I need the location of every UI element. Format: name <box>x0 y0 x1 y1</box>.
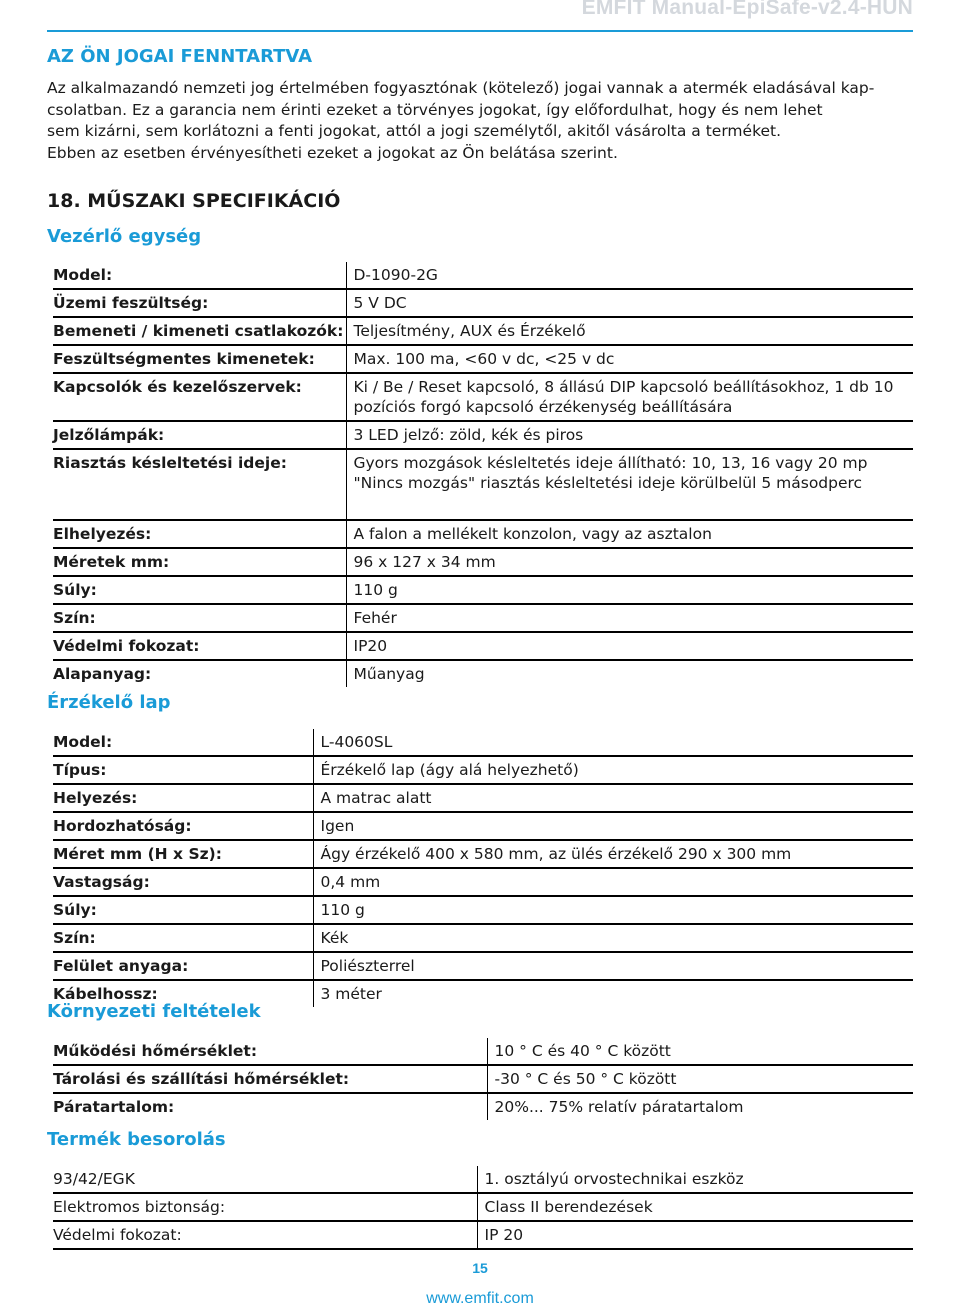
spec-label: Típus: <box>53 756 313 784</box>
spec-row <box>53 896 913 924</box>
spec-label: Szín: <box>53 604 346 632</box>
spec-value: Ágy érzékelő 400 x 580 mm, az ülés érzékelő 290 x 300 mm <box>313 840 913 868</box>
spec-row <box>53 421 913 449</box>
spec-value: 5 V DC <box>346 289 913 317</box>
spec-row <box>53 520 913 548</box>
spec-label: Üzemi feszültség: <box>53 289 346 317</box>
spec-row <box>53 345 913 373</box>
spec-value: 110 g <box>313 896 913 924</box>
spec-value: 3 LED jelző: zöld, kék és piros <box>346 421 913 449</box>
spec-spacer-row <box>53 496 913 520</box>
spec-label: Alapanyag: <box>53 665 152 683</box>
spec-label: Hordozhatóság: <box>53 812 313 840</box>
spec-value: Fehér <box>346 604 913 632</box>
spec-label: Védelmi fokozat: <box>53 1221 477 1249</box>
control-unit-table <box>53 262 913 687</box>
spec-row <box>53 289 913 317</box>
spec-value: 110 g <box>346 576 913 604</box>
spec-label: Védelmi fokozat: <box>53 632 346 660</box>
spec-value: -30 ° C és 50 ° C között <box>487 1065 913 1093</box>
spec-value: Poliészterrel <box>313 952 913 980</box>
spec-label: Model: <box>53 262 346 289</box>
spec-value: L-4060SL <box>313 729 913 756</box>
spec-value: Class II berendezések <box>477 1193 913 1221</box>
spec-row <box>53 548 913 576</box>
classification-heading: Termék besorolás <box>47 1129 226 1150</box>
spec-label: Méretek mm: <box>53 548 346 576</box>
spec-value: Max. 100 ma, <60 v dc, <25 v dc <box>346 345 913 373</box>
spec-label: Méret mm (H x Sz): <box>53 840 313 868</box>
spec-row <box>53 952 913 980</box>
spec-label: Súly: <box>53 576 346 604</box>
spec-row <box>53 1193 913 1221</box>
spec-value: IP 20 <box>477 1221 913 1249</box>
spec-row <box>53 317 913 345</box>
spec-row <box>53 756 913 784</box>
spec-value: A matrac alatt <box>313 784 913 812</box>
spec-row <box>53 1166 913 1193</box>
spec-label: Tárolási és szállítási hőmérséklet: <box>53 1065 487 1093</box>
rights-line: Az alkalmazandó nemzeti jog értelmében fogyasztónak (kötelező) jogai vannak a atermék eladásával kap- <box>47 79 875 97</box>
rights-line: sem kizárni, sem korlátozni a fenti jogokat, attól a jogi személytől, akitől vásárolta a terméket. <box>47 122 782 140</box>
spec-row <box>53 604 913 632</box>
spec-value: 20%... 75% relatív páratartalom <box>487 1093 913 1120</box>
spec-row <box>53 840 913 868</box>
spec-label: Felület anyaga: <box>53 952 313 980</box>
spec-row <box>53 784 913 812</box>
header-divider <box>47 30 913 32</box>
spec-value: Műanyag <box>346 660 913 687</box>
spec-value: Igen <box>313 812 913 840</box>
rights-line: Ebben az esetben érvényesítheti ezeket a jogokat az Ön belátása szerint. <box>47 143 618 162</box>
spec-label: Kábelhossz: <box>53 985 158 1003</box>
spec-label: Szín: <box>53 924 313 952</box>
spec-label: Feszültségmentes kimenetek: <box>53 345 346 373</box>
spec-label: Riasztás késleltetési ideje: <box>53 454 287 472</box>
spec-label: Bemeneti / kimeneti csatlakozók: <box>53 317 346 345</box>
spec-value: 3 méter <box>313 980 913 1007</box>
spec-row <box>53 449 913 496</box>
spec-label: Elhelyezés: <box>53 520 346 548</box>
spec-row <box>53 576 913 604</box>
spec-row <box>53 373 913 421</box>
spec-label: Jelzőlámpák: <box>53 421 346 449</box>
control-unit-heading: Vezérlő egység <box>47 226 202 247</box>
spec-value: Teljesítmény, AUX és Érzékelő <box>346 317 913 345</box>
spec-value: A falon a mellékelt konzolon, vagy az asztalon <box>346 520 913 548</box>
spec-value: 0,4 mm <box>313 868 913 896</box>
spec-label: Model: <box>53 729 313 756</box>
spec-value: Gyors mozgások késleltetés ideje állítható: 10, 13, 16 vagy 20 mp "Nincs mozgás" riasztás késleltetési ideje körülbelül 5 másodperc <box>346 449 913 496</box>
page-number: 15 <box>472 1260 488 1276</box>
spec-row <box>53 1038 913 1065</box>
rights-paragraph <box>47 78 927 164</box>
spec-label: Kapcsolók és kezelőszervek: <box>53 373 346 421</box>
spec-label: Páratartalom: <box>53 1098 175 1116</box>
environment-heading: Környezeti feltételek <box>47 1001 261 1022</box>
spec-row <box>53 1093 913 1120</box>
spec-value: D-1090-2G <box>346 262 913 289</box>
rights-heading: AZ ÖN JOGAI FENNTARTVA <box>47 46 313 67</box>
environment-table <box>53 1038 913 1120</box>
spec-value: 96 x 127 x 34 mm <box>346 548 913 576</box>
spec-row <box>53 924 913 952</box>
spec-row <box>53 812 913 840</box>
spec-value: IP20 <box>346 632 913 660</box>
rights-line: csolatban. Ez a garancia nem érinti ezeket a törvényes jogokat, így előfordulhat, hogy és nem lehet <box>47 100 823 119</box>
spec-row <box>53 262 913 289</box>
spec-row <box>53 632 913 660</box>
sensor-heading: Érzékelő lap <box>47 692 171 713</box>
spec-label: Súly: <box>53 896 313 924</box>
spec-value: Ki / Be / Reset kapcsoló, 8 állású DIP kapcsoló beállításokhoz, 1 db 10 pozíciós forgó kapcsoló érzékenység beállítására <box>346 373 913 421</box>
spec-row <box>53 660 913 687</box>
spec-row <box>53 729 913 756</box>
footer-website-link[interactable]: www.emfit.com <box>426 1290 534 1307</box>
spec-row <box>53 1221 913 1249</box>
spec-label: 93/42/EGK <box>53 1166 477 1193</box>
spec-value: Kék <box>313 924 913 952</box>
spec-value: Érzékelő lap (ágy alá helyezhető) <box>313 756 913 784</box>
spec-label: Helyezés: <box>53 784 313 812</box>
classification-table <box>53 1166 913 1250</box>
spec-row <box>53 868 913 896</box>
sensor-table <box>53 729 913 1007</box>
spec-value: 10 ° C és 40 ° C között <box>487 1038 913 1065</box>
spec-label: Elektromos biztonság: <box>53 1193 477 1221</box>
spec-value: 1. osztályú orvostechnikai eszköz <box>477 1166 913 1193</box>
spec-row <box>53 1065 913 1093</box>
document-header-title: EMFIT Manual-EpiSafe-v2.4-HUN <box>581 0 913 19</box>
spec-label: Vastagság: <box>53 868 313 896</box>
spec-heading: 18. MŰSZAKI SPECIFIKÁCIÓ <box>47 190 341 212</box>
spec-label: Működési hőmérséklet: <box>53 1038 487 1065</box>
